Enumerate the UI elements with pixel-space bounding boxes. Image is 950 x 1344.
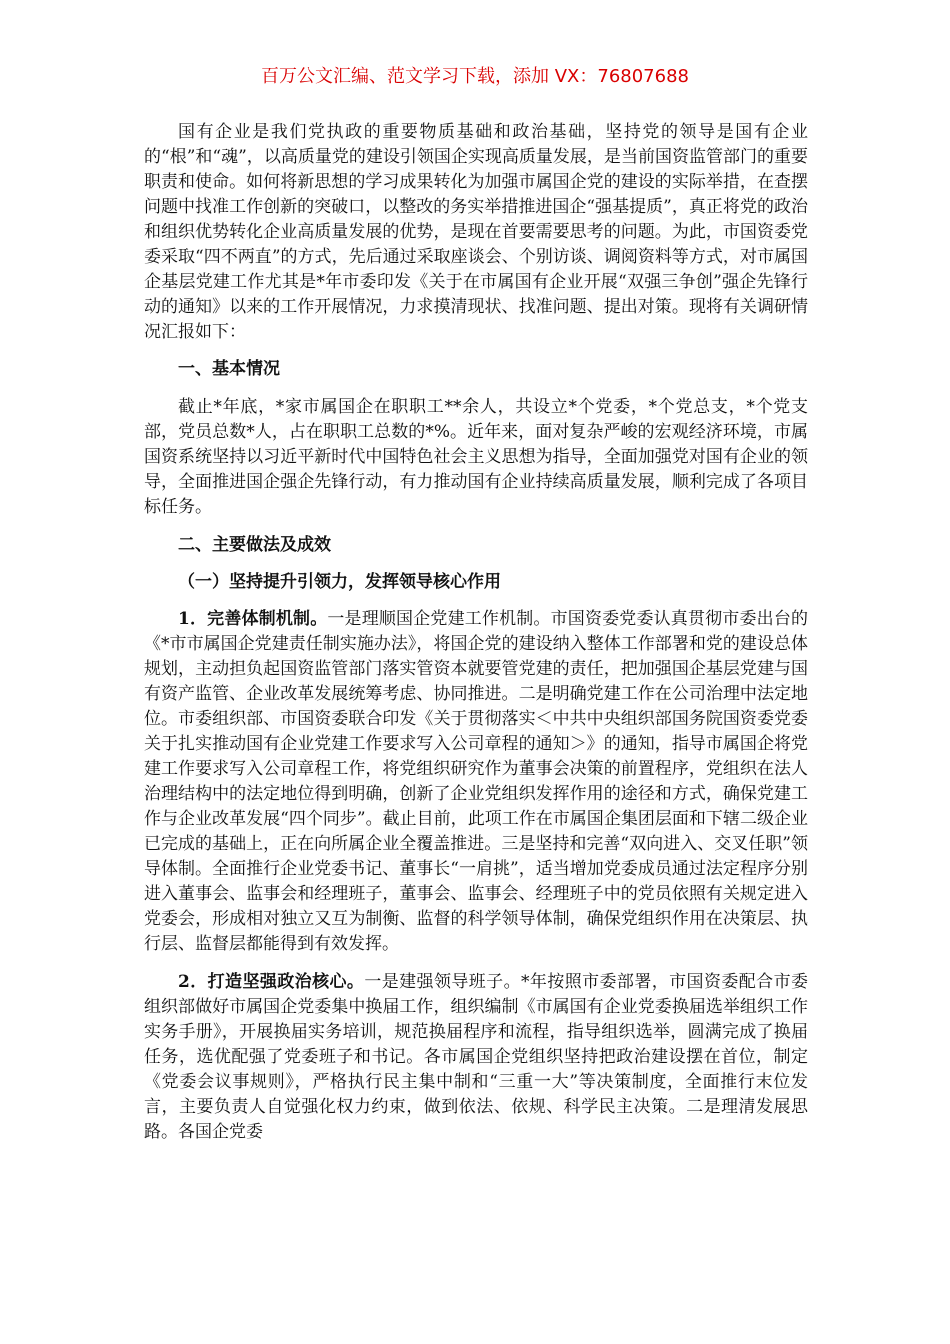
subsection-heading-leadership: （一）坚持提升引领力，发挥领导核心作用: [178, 572, 501, 592]
intro-paragraph: 国有企业是我们党执政的重要物质基础和政治基础，坚持党的领导是国有企业的“根”和“魂”，以高质量党的建设引领国企实现高质量发展，是当前国资监管部门的重要职责和使命。如何将新思想的学习成果转化为加强市属国企党的建设的实际举措，在查摆问题中找准工作创新的突破口，以整改的务实举措推进国企“强基提质”，真正将党的政治和组织优势转化企业高质量发展的优势，是现在首要需要思考的问题。为此，市国资委党委采取“四不两直”的方式，先后通过采取座谈会、个别访谈、调阅资料等方式，对市属国企基层党建工作尤其是*年市委印发《关于在市属国有企业开展“双强三争创”强企先锋行动的通知》以来的工作开展情况，力求摸清现状、找准问题、提出对策。现将有关调研情况汇报如下：: [144, 122, 808, 342]
item-text-mechanism: 一是理顺国企党建工作机制。市国资委党委认真贯彻市委出台的《*市市属国企党建责任制实施办法》，将国企党的建设纳入整体工作部署和党的建设总体规划，主动担负起国资监管部门落实管资本就要管党建的责任，把加强国企基层党建与国有资产监管、企业改革发展统筹考虑、协同推进。二是明确党建工作在公司治理中法定地位。市委组织部、市国资委联合印发《关于贯彻落实＜中共中央组织部国务院国资委党委关于扎实推动国有企业党建工作要求写入公司章程的通知＞》的通知，指导市属国企将党建工作要求写入公司章程工作，将党组织研究作为董事会决策的前置程序，党组织在法人治理结构中的法定地位得到明确，创新了企业党组织发挥作用的途径和方式，确保党建工作与企业改革发展“四个同步”。截止目前，此项工作在市属国企集团层面和下辖二级企业已完成的基础上，正在向所属企业全覆盖推进。三是坚持和完善“双向进入、交叉任职”领导体制。全面推行企业党委书记、董事长“一肩挑”，适当增加党委成员通过法定程序分别进入董事会、监事会和经理班子，董事会、监事会、经理班子中的党员依照有关规定进入党委会，形成相对独立又互为制衡、监督的科学领导体制，确保党组织作用在决策层、执行层、监督层都能得到有效发挥。: [144, 609, 808, 954]
section-heading-basic-situation: 一、基本情况: [178, 359, 280, 379]
item-lead-political-core: 2．打造坚强政治核心。: [178, 972, 365, 992]
document-body: [144, 120, 808, 1145]
item-text-political-core: 一是建强领导班子。*年按照市委部署，市国资委配合市委组织部做好市属国企党委集中换届工作，组织编制《市属国有企业党委换届选举组织工作实务手册》，开展换届实务培训，规范换届程序和流程，指导组织选举，圆满完成了换届任务，选优配强了党委班子和书记。各市属国企党组织坚持把政治建设摆在首位，制定《党委会议事规则》，严格执行民主集中制和“三重一大”等决策制度，全面推行末位发言，主要负责人自觉强化权力约束，做到依法、依规、科学民主决策。二是理清发展思路。各国企党委: [144, 972, 808, 1142]
item-paragraph-mechanism: [144, 607, 808, 957]
item-lead-mechanism: 1．完善体制机制。: [178, 609, 328, 629]
watermark-header: 百万公文汇编、范文学习下载，添加 VX：76807688: [261, 66, 689, 87]
section-heading-main-practices: 二、主要做法及成效: [178, 535, 331, 555]
basic-situation-paragraph: 截止*年底，*家市属国企在职职工**余人，共设立*个党委，*个党总支，*个党支部，党员总数*人，占在职职工总数的*%。近年来，面对复杂严峻的宏观经济环境，市属国资系统坚持以习近平新时代中国特色社会主义思想为指导，全面加强党对国有企业的领导，全面推进国企强企先锋行动，有力推动国有企业持续高质量发展，顺利完成了各项目标任务。: [144, 397, 808, 517]
item-paragraph-political-core: [144, 970, 808, 1145]
